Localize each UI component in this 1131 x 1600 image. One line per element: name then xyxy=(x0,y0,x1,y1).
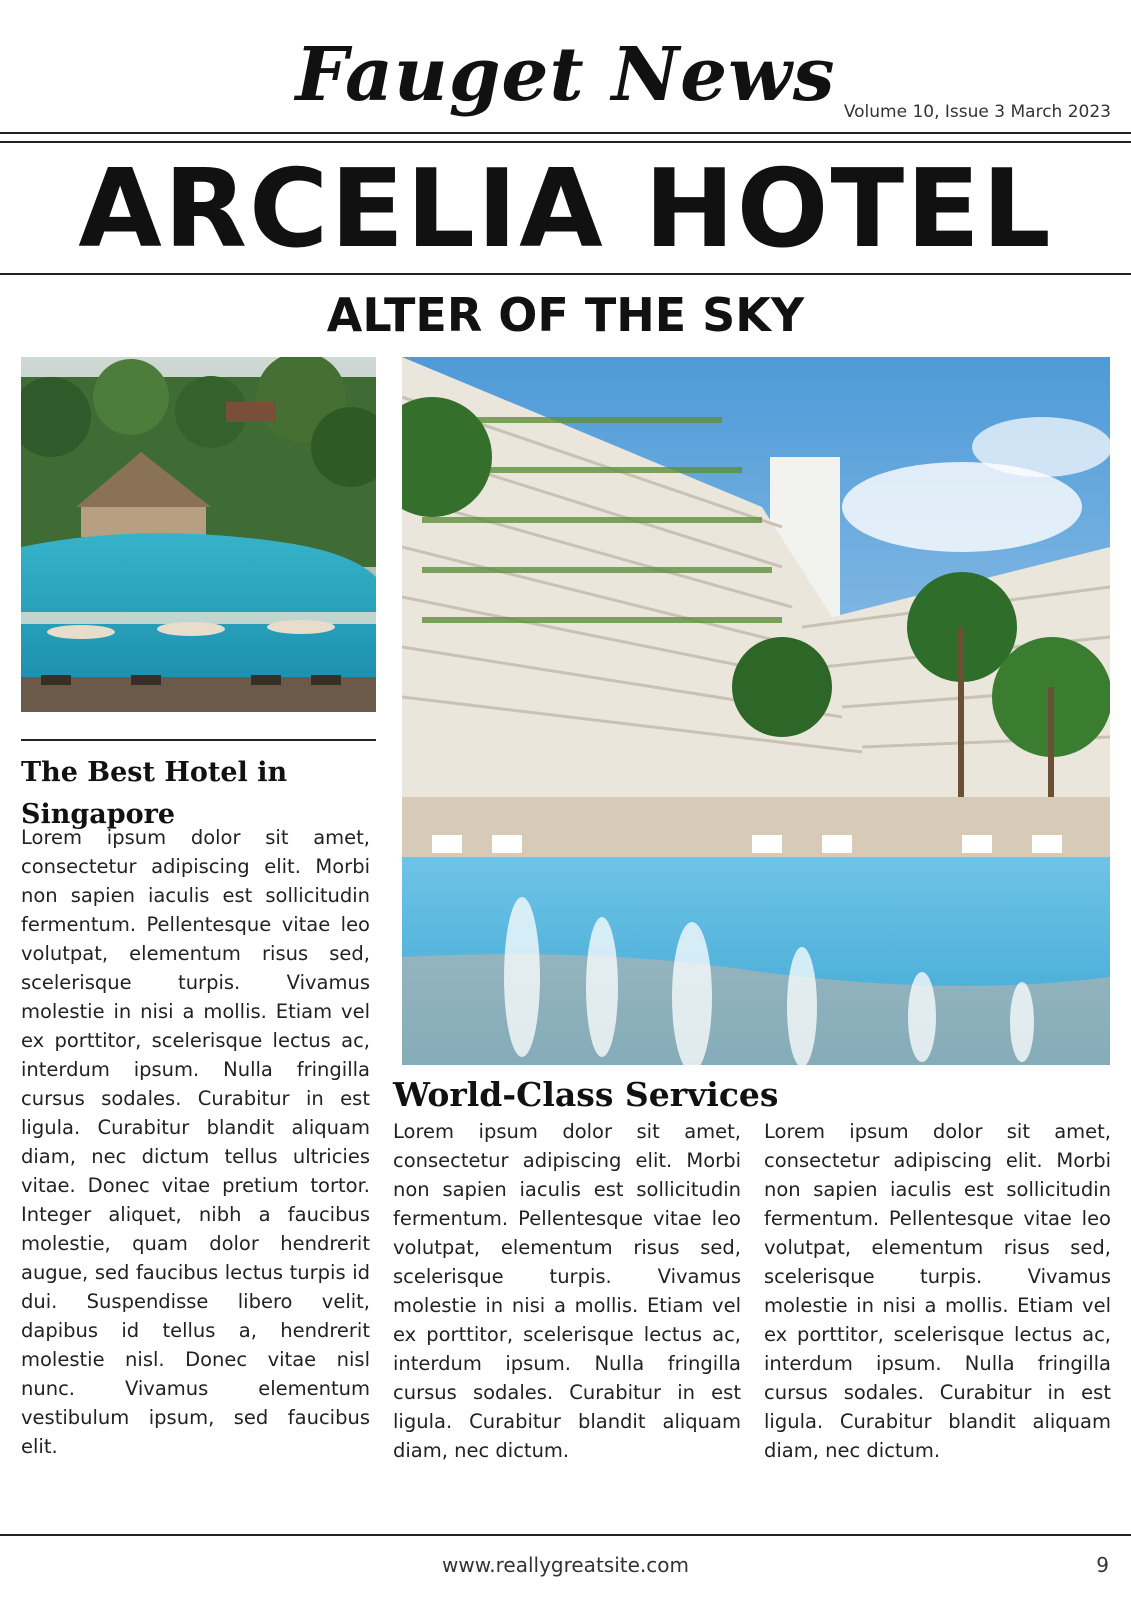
left-article-heading: The Best Hotel in Singapore xyxy=(21,757,288,830)
footer-url: www.reallygreatsite.com xyxy=(442,1553,689,1577)
headline-rule xyxy=(0,273,1131,275)
masthead-rule-bottom xyxy=(0,141,1131,143)
subheadline: ALTER OF THE SKY xyxy=(326,288,805,342)
page-number: 9 xyxy=(1096,1553,1109,1577)
issue-info: Volume 10, Issue 3 March 2023 xyxy=(843,102,1111,122)
right-article-column-2: Lorem ipsum dolor sit amet, consectetur adipiscing elit. Morbi non sapien iaculis est sollicitudin fermentum. Pellentesque vitae leo volutpat, elementum risus sed, scelerisque turpis. Vivamus molestie in nisi a mollis. Etiam vel ex porttitor, scelerisque lectus ac, interdum ipsum. Nulla fringilla cursus sodales. Curabitur in est ligula. Curabitur blandit aliquam diam, nec dictum. xyxy=(764,1120,1111,1462)
resort-pool-photo xyxy=(21,357,376,712)
right-article-column-1: Lorem ipsum dolor sit amet, consectetur adipiscing elit. Morbi non sapien iaculis est sollicitudin fermentum. Pellentesque vitae leo volutpat, elementum risus sed, scelerisque turpis. Vivamus molestie in nisi a mollis. Etiam vel ex porttitor, scelerisque lectus ac, interdum ipsum. Nulla fringilla cursus sodales. Curabitur in est ligula. Curabitur blandit aliquam diam, nec dictum. xyxy=(393,1120,741,1462)
right-article-heading: World-Class Services xyxy=(393,1075,779,1114)
masthead-rule-top xyxy=(0,132,1131,134)
left-article-rule xyxy=(21,739,376,741)
footer-rule xyxy=(0,1534,1131,1536)
newspaper-masthead: Fauget News xyxy=(295,32,836,118)
left-article-body: Lorem ipsum dolor sit amet, consectetur adipiscing elit. Morbi non sapien iaculis est sollicitudin fermentum. Pellentesque vitae leo volutpat, elementum risus sed, scelerisque turpis. Vivamus molestie in nisi a mollis. Etiam vel ex porttitor, scelerisque lectus ac, interdum ipsum. Nulla fringilla cursus sodales. Curabitur in est ligula. Curabitur blandit aliquam diam, nec dictum tellus ultricies vitae. Donec vitae pretium tortor. Integer aliquet, nibh a faucibus molestie, quam dolor hendrerit augue, sed faucibus lectus turpis id dui. Suspendisse libero velit, dapibus id tellus a, hendrerit molestie nisl. Donec vitae nisl nunc. Vivamus elementum vestibulum ipsum, sed faucibus elit. xyxy=(21,826,370,1458)
headline: ARCELIA HOTEL xyxy=(78,147,1053,272)
hotel-building-photo xyxy=(402,357,1110,1065)
